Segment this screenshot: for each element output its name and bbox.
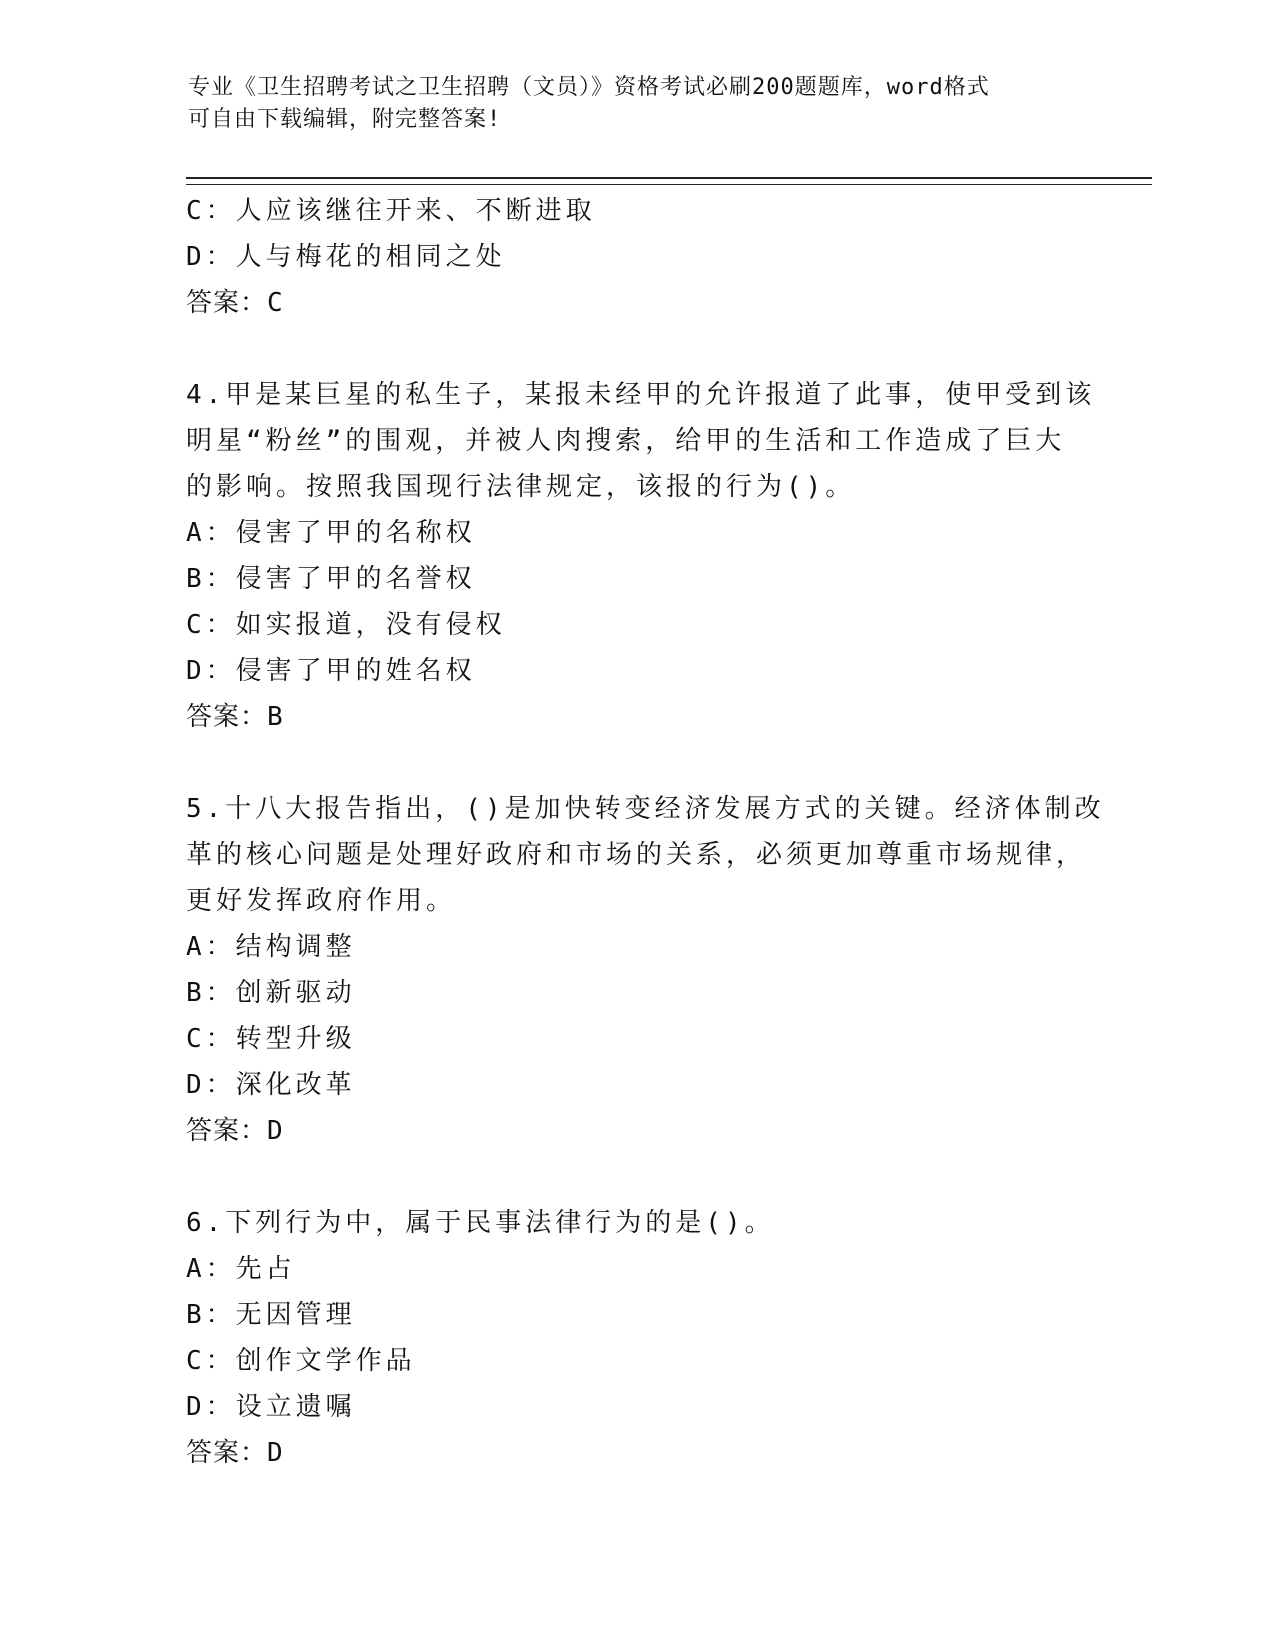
option-c: C：如实报道，没有侵权: [186, 610, 506, 640]
spacer: [186, 326, 1076, 372]
question-stem-line: 5.十八大报告指出，()是加快转变经济发展方式的关键。经济体制改: [186, 794, 1105, 824]
question-stem-line: 的影响。按照我国现行法律规定，该报的行为()。: [186, 472, 856, 502]
question-stem-line: 4.甲是某巨星的私生子，某报未经甲的允许报道了此事，使甲受到该: [186, 380, 1096, 410]
option-c: C：创作文学作品: [186, 1346, 416, 1376]
header-divider: [186, 177, 1152, 185]
question-stem-line: 明星“粉丝”的围观，并被人肉搜索，给甲的生活和工作造成了巨大: [186, 426, 1066, 456]
header-line-2: 可自由下载编辑，附完整答案!: [188, 107, 502, 132]
option-c: C：人应该继往开来、不断进取: [186, 196, 596, 226]
question-fragment: [186, 188, 1076, 326]
page-header: [188, 72, 1088, 136]
spacer: [186, 1154, 1076, 1200]
option-a: A：侵害了甲的名称权: [186, 518, 476, 548]
option-b: B：侵害了甲的名誉权: [186, 564, 476, 594]
document-body: [186, 188, 1105, 1476]
option-d: D：深化改革: [186, 1070, 356, 1100]
answer-line: 答案：C: [186, 288, 284, 318]
answer-line: 答案：B: [186, 702, 284, 732]
option-a: A：先占: [186, 1254, 296, 1284]
question-5: [186, 786, 1105, 1154]
question-6: [186, 1200, 1076, 1476]
option-b: B：创新驱动: [186, 978, 356, 1008]
header-line-1: 专业《卫生招聘考试之卫生招聘（文员）》资格考试必刷200题题库，word格式: [188, 75, 990, 100]
option-a: A：结构调整: [186, 932, 356, 962]
option-b: B：无因管理: [186, 1300, 356, 1330]
option-d: D：设立遗嘱: [186, 1392, 356, 1422]
option-d: D：人与梅花的相同之处: [186, 242, 506, 272]
answer-line: 答案：D: [186, 1116, 284, 1146]
question-stem-line: 更好发挥政府作用。: [186, 886, 457, 916]
spacer: [186, 740, 1076, 786]
option-c: C：转型升级: [186, 1024, 356, 1054]
question-stem-line: 革的核心问题是处理好政府和市场的关系，必须更加尊重市场规律，: [186, 840, 1087, 870]
answer-line: 答案：D: [186, 1438, 284, 1468]
question-stem-line: 6.下列行为中，属于民事法律行为的是()。: [186, 1208, 775, 1238]
option-d: D：侵害了甲的姓名权: [186, 656, 476, 686]
question-4: [186, 372, 1096, 740]
